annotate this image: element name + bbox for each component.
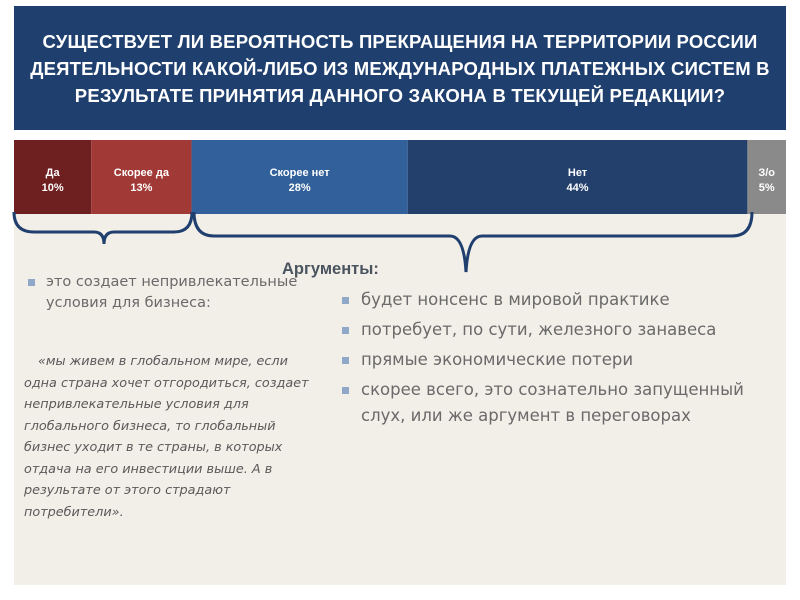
arguments-heading: Аргументы: (282, 260, 379, 278)
list-item-text: будет нонсенс в мировой практике (361, 290, 670, 309)
list-item-text: прямые экономические потери (361, 350, 634, 369)
bar-value-label: 5% (758, 182, 775, 194)
right-argument-list (342, 287, 762, 433)
square-bullet-icon (342, 387, 349, 394)
square-bullet-icon (28, 279, 35, 286)
quote-text: «мы живем в глобальном мире, если одна страна хочет отгородиться, создает непривлекательные условия для глобального бизнеса, то глобальный бизнес уходит в те страны, в которых отдача на его инвестиции выше. А в результате от этого страдают потребители». (24, 354, 309, 520)
brace-yes-group (14, 212, 192, 244)
list-item (342, 287, 762, 313)
square-bullet-icon (342, 327, 349, 334)
list-item (28, 272, 308, 314)
bar-category-label: З/о (758, 167, 776, 179)
brace-no-group (194, 212, 752, 272)
list-item-text: потребует, по сути, железного занавеса (361, 320, 717, 339)
bar-value-label: 44% (566, 182, 589, 194)
square-bullet-icon (342, 297, 349, 304)
page-title: СУЩЕСТВУЕТ ЛИ ВЕРОЯТНОСТЬ ПРЕКРАЩЕНИЯ НА ТЕРРИТОРИИ РОССИИ ДЕЯТЕЛЬНОСТИ КАКОЙ-ЛИБО ИЗ МЕЖДУНАРОДНЫХ ПЛАТЕЖНЫХ СИСТЕМ В РЕЗУЛЬТАТЕ ПРИНЯТИЯ ДАННОГО ЗАКОНА В ТЕКУЩЕЙ РЕДАКЦИИ? (30, 30, 770, 106)
bar-category-label: Скорее да (113, 167, 169, 179)
list-item (342, 377, 762, 429)
bar-category-label: Да (45, 167, 60, 179)
square-bullet-icon (342, 357, 349, 364)
bar-value-label: 13% (130, 182, 153, 194)
list-item (342, 317, 762, 343)
left-argument-list (28, 272, 308, 314)
bar-category-label: Скорее нет (269, 167, 330, 179)
bar-category-label: Нет (567, 167, 588, 179)
list-item-text: это создает непривлекательные условия для бизнеса: (46, 274, 298, 311)
list-item (342, 347, 762, 373)
list-item-text: скорее всего, это сознательно запущенный слух, или же аргумент в переговорах (361, 380, 744, 425)
bar-value-label: 10% (41, 182, 64, 194)
bar-value-label: 28% (288, 182, 311, 194)
